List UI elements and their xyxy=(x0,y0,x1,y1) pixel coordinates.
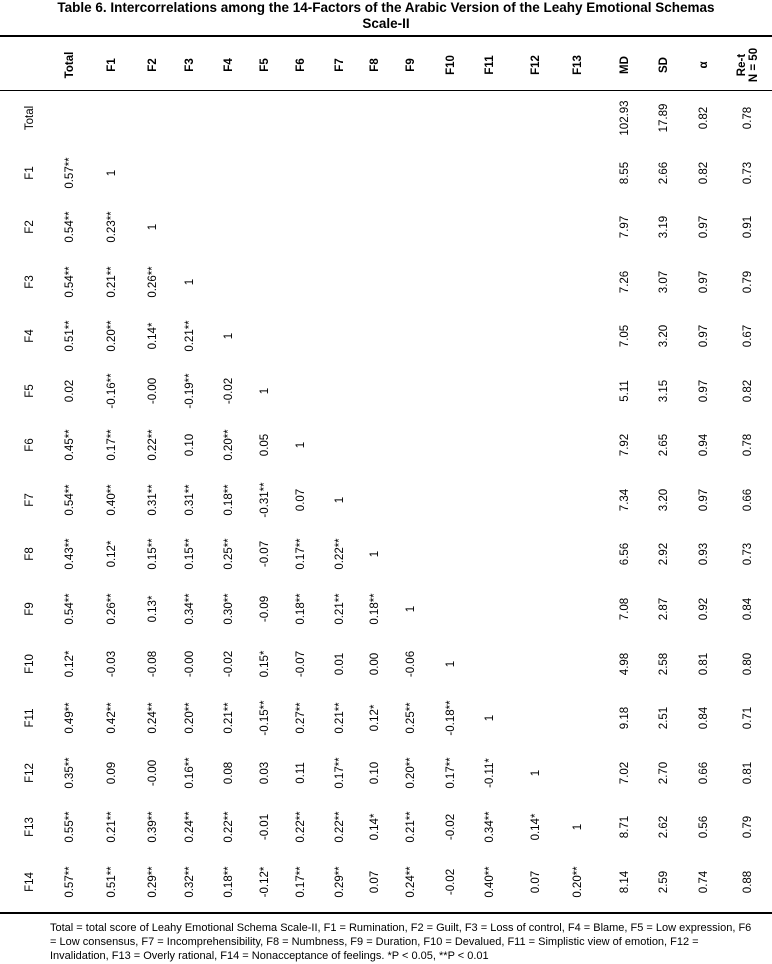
table-cell: 0.20** xyxy=(106,320,118,352)
table-cell: 7.97 xyxy=(619,215,631,239)
table-cell: 3.15 xyxy=(658,379,670,402)
column-header: F6 xyxy=(295,58,307,72)
table-cell: 2.87 xyxy=(658,597,670,621)
column-header-retest xyxy=(736,48,760,82)
table-cell: 0.71 xyxy=(742,706,754,730)
table-cell: 0.08 xyxy=(223,761,235,784)
column-header: F8 xyxy=(369,58,381,72)
column-header: MD xyxy=(619,56,631,74)
table-cell: 1 xyxy=(530,769,542,776)
table-cell: 17.89 xyxy=(658,103,670,133)
table-cell: 0.82 xyxy=(742,379,754,402)
table-cell: 0.14* xyxy=(369,813,381,841)
table-cell: 0.26** xyxy=(147,265,159,298)
table-cell: 0.66 xyxy=(698,761,710,784)
column-header-retest-line-1: Re-t xyxy=(736,53,748,77)
table-cell: 1 xyxy=(484,714,496,722)
table-cell: 5.11 xyxy=(619,379,631,402)
table-cell: 0.40** xyxy=(484,866,496,898)
table-cell: 0.20** xyxy=(572,866,584,898)
table-cell: -0.07 xyxy=(259,541,271,568)
table-cell: 0.17** xyxy=(106,429,118,461)
table-cell: 2.66 xyxy=(658,161,670,184)
table-cell: 0.78 xyxy=(742,106,754,130)
table-cell: 0.51** xyxy=(64,320,76,352)
table-cell: 0.17** xyxy=(334,756,346,789)
table-cell: 0.49** xyxy=(64,702,76,734)
table-cell: -0.00 xyxy=(147,759,159,786)
table-cell: -0.16** xyxy=(106,373,118,409)
table-cell: -0.15** xyxy=(259,700,271,736)
table-cell: 0.20** xyxy=(405,756,417,789)
table-cell: 3.20 xyxy=(658,324,670,348)
table-cell: 0.22** xyxy=(223,811,235,843)
table-cell: 2.92 xyxy=(658,543,670,566)
table-cell: 0.23** xyxy=(106,211,118,243)
table-cell: 1 xyxy=(295,442,307,449)
table-cell: 7.92 xyxy=(619,434,631,457)
table-cell: 2.70 xyxy=(658,761,670,784)
row-label: F1 xyxy=(24,165,36,180)
table-cell: 1 xyxy=(445,660,457,667)
table-cell: -0.00 xyxy=(147,377,159,404)
table-cell: 0.18** xyxy=(223,484,235,516)
table-cell: 0.16** xyxy=(184,756,196,789)
table-cell: 1 xyxy=(334,496,346,504)
table-cell: 0.22** xyxy=(334,538,346,571)
table-cell: 2.59 xyxy=(658,870,670,893)
table-cell: 0.12* xyxy=(106,540,118,568)
column-header: F9 xyxy=(405,58,417,72)
row-label: F12 xyxy=(24,762,36,783)
table-cell: 0.09 xyxy=(106,761,118,784)
bottom-rule xyxy=(0,912,772,914)
table-cell: 0.15** xyxy=(147,538,159,571)
row-label: F9 xyxy=(24,602,36,616)
table-cell: 0.26** xyxy=(106,593,118,625)
row-label: Total xyxy=(24,105,36,131)
table-cell: 0.02 xyxy=(64,379,76,402)
table-cell: 0.10 xyxy=(369,761,381,784)
table-cell: 0.43** xyxy=(64,538,76,571)
column-header: F5 xyxy=(259,58,271,72)
table-cell: -0.09 xyxy=(259,595,271,623)
table-cell: 0.67 xyxy=(742,324,754,348)
column-header: Total xyxy=(64,51,76,79)
table-title xyxy=(0,0,772,32)
column-header: SD xyxy=(658,57,670,73)
table-cell: 0.97 xyxy=(698,215,710,239)
table-cell: -0.18** xyxy=(445,700,457,736)
row-label: F5 xyxy=(24,384,36,398)
table-cell: 0.30** xyxy=(223,593,235,625)
table-cell: -0.02 xyxy=(445,814,457,841)
table-cell: 0.20** xyxy=(184,702,196,734)
table-cell: 102.93 xyxy=(619,100,631,136)
table-footnote: Total = total score of Leahy Emotional Schema Scale-II, F1 = Rumination, F2 = Guilt, F3 = Loss of control, F4 = Blame, F5 = Low expression, F6 = Low consensus, F7 = Incomprehensibility, F8 = Numbness, F9 = Duration, F10 = Devalued, F11 = Simplistic view of emotion, F12 = Invalidation, F13 = Overly rational, F14 = Nonacceptance of feelings. *P < 0.05, **P < 0.01 xyxy=(50,922,752,962)
row-label: F6 xyxy=(24,438,36,453)
row-label: F11 xyxy=(24,708,36,728)
table-cell: 7.02 xyxy=(619,761,631,784)
table-cell: 0.21** xyxy=(106,265,118,298)
table-cell: 0.24** xyxy=(147,702,159,734)
table-cell: 0.21** xyxy=(334,702,346,734)
table-cell: 7.08 xyxy=(619,597,631,621)
row-label: F13 xyxy=(24,817,36,838)
table-cell: 0.54** xyxy=(64,211,76,243)
table-cell: 0.24** xyxy=(405,866,417,898)
table-cell: 0.92 xyxy=(698,597,710,621)
table-cell: 0.10 xyxy=(184,434,196,457)
table-cell: 0.93 xyxy=(698,543,710,566)
table-cell: 0.97 xyxy=(698,324,710,348)
column-header: F2 xyxy=(147,58,159,72)
top-rule xyxy=(0,35,772,37)
table-cell: 0.17** xyxy=(295,866,307,898)
table-cell: -0.11* xyxy=(484,757,496,788)
table-cell: 0.31** xyxy=(184,484,196,516)
table-cell: 0.12* xyxy=(369,704,381,732)
table-cell: 0.84 xyxy=(742,597,754,621)
table-cell: 2.65 xyxy=(658,434,670,457)
table-cell: -0.08 xyxy=(147,650,159,677)
table-cell: 0.73 xyxy=(742,543,754,566)
table-cell: 0.21** xyxy=(334,593,346,625)
table-cell: 0.31** xyxy=(147,484,159,516)
table-cell: 0.82 xyxy=(698,161,710,184)
column-header-retest-line-2: N = 50 xyxy=(748,47,760,83)
row-label: F3 xyxy=(24,274,36,289)
table-cell: 0.54** xyxy=(64,593,76,625)
row-label: F8 xyxy=(24,547,36,562)
table-cell: 0.18** xyxy=(223,866,235,898)
table-cell: 7.05 xyxy=(619,324,631,348)
table-cell: 1 xyxy=(223,332,235,340)
table-cell: -0.07 xyxy=(295,650,307,677)
row-label: F7 xyxy=(24,493,36,507)
table-cell: 0.79 xyxy=(742,815,754,839)
table-cell: 0.13* xyxy=(147,595,159,623)
table-cell: 1 xyxy=(369,551,381,558)
table-cell: 0.80 xyxy=(742,652,754,675)
table-cell: 0.79 xyxy=(742,270,754,293)
table-cell: 0.54** xyxy=(64,265,76,298)
table-cell: 0.03 xyxy=(259,761,271,784)
table-cell: 0.34** xyxy=(184,593,196,625)
table-cell: 0.22** xyxy=(147,429,159,461)
table-cell: 0.32** xyxy=(184,866,196,898)
table-cell: 2.51 xyxy=(658,706,670,730)
table-cell: 0.27** xyxy=(295,702,307,734)
table-cell: 0.21** xyxy=(106,811,118,843)
table-cell: 0.42** xyxy=(106,702,118,734)
table-cell: 0.91 xyxy=(742,215,754,239)
table-cell: 0.14* xyxy=(530,813,542,841)
table-cell: 0.73 xyxy=(742,161,754,184)
row-label: F4 xyxy=(24,329,36,343)
table-cell: 1 xyxy=(184,278,196,285)
table-cell: 1 xyxy=(405,605,417,613)
table-cell: 8.14 xyxy=(619,870,631,893)
table-cell: 2.62 xyxy=(658,815,670,839)
table-cell: 0.35** xyxy=(64,756,76,789)
table-cell: 0.25** xyxy=(405,702,417,734)
table-cell: 0.54** xyxy=(64,484,76,516)
table-cell: 0.12* xyxy=(64,650,76,677)
table-cell: 8.55 xyxy=(619,161,631,184)
table-cell: 1 xyxy=(259,387,271,394)
table-cell: 0.11 xyxy=(295,761,307,784)
table-cell: 0.40** xyxy=(106,484,118,516)
table-cell: -0.06 xyxy=(405,650,417,677)
row-label: F14 xyxy=(24,871,36,892)
table-cell: -0.19** xyxy=(184,373,196,409)
table-cell: 0.17** xyxy=(445,756,457,789)
table-cell: 0.57** xyxy=(64,156,76,189)
table-cell: 3.20 xyxy=(658,488,670,512)
table-cell: 0.00 xyxy=(369,652,381,675)
table-cell: 0.51** xyxy=(106,866,118,898)
table-cell: 0.81 xyxy=(742,761,754,784)
table-cell: 9.18 xyxy=(619,706,631,730)
column-header: F7 xyxy=(334,58,346,72)
table-cell: 4.98 xyxy=(619,652,631,675)
table-cell: -0.02 xyxy=(223,650,235,677)
table-cell: -0.31** xyxy=(259,482,271,518)
table-cell: 0.20** xyxy=(223,429,235,461)
table-cell: 1 xyxy=(147,223,159,231)
column-header: F1 xyxy=(106,58,118,72)
table-cell: 0.45** xyxy=(64,429,76,461)
column-header: α xyxy=(698,61,710,69)
column-header: F12 xyxy=(530,55,542,75)
table-cell: 0.29** xyxy=(147,866,159,898)
table-cell: 7.34 xyxy=(619,488,631,512)
row-label: F10 xyxy=(24,653,36,674)
table-cell: 0.74 xyxy=(698,870,710,893)
table-cell: 0.17** xyxy=(295,538,307,571)
table-cell: 3.07 xyxy=(658,270,670,293)
table-cell: 0.57** xyxy=(64,866,76,898)
table-cell: 0.18** xyxy=(369,593,381,625)
table-cell: 0.55** xyxy=(64,811,76,843)
table-cell: 0.07 xyxy=(369,870,381,893)
column-header: F13 xyxy=(572,55,584,75)
table-cell: 0.21** xyxy=(405,811,417,843)
table-cell: 7.26 xyxy=(619,270,631,293)
table-cell: 0.22** xyxy=(295,811,307,843)
table-cell: 0.82 xyxy=(698,106,710,130)
table-cell: 0.07 xyxy=(530,870,542,893)
table-cell: -0.12* xyxy=(259,866,271,898)
table-cell: 0.05 xyxy=(259,434,271,457)
table-cell: 0.81 xyxy=(698,652,710,675)
table-cell: 0.18** xyxy=(295,593,307,625)
table-cell: 0.29** xyxy=(334,866,346,898)
table-cell: 8.71 xyxy=(619,815,631,839)
table-cell: 0.14* xyxy=(147,322,159,350)
table-cell: 0.22** xyxy=(334,811,346,843)
table-cell: -0.02 xyxy=(223,377,235,404)
table-cell: 0.56 xyxy=(698,815,710,839)
table-cell: 0.25** xyxy=(223,538,235,571)
table-cell: 0.34** xyxy=(484,811,496,843)
table-cell: 0.97 xyxy=(698,379,710,402)
table-title-line-1: Table 6. Intercorrelations among the 14-Factors of the Arabic Version of the Leahy Emotional Schemas xyxy=(57,0,715,15)
table-cell: 0.07 xyxy=(295,488,307,512)
column-header: F4 xyxy=(223,58,235,72)
table-cell: 0.24** xyxy=(184,811,196,843)
table-cell: 0.15* xyxy=(259,650,271,677)
table-cell: 0.88 xyxy=(742,870,754,893)
table-cell: 0.78 xyxy=(742,434,754,457)
table-cell: -0.02 xyxy=(445,868,457,895)
table-cell: 0.21** xyxy=(184,320,196,352)
column-header: F3 xyxy=(184,58,196,72)
table-cell: 0.01 xyxy=(334,652,346,675)
column-header: F10 xyxy=(445,55,457,75)
table-cell: 0.97 xyxy=(698,488,710,512)
table-cell: 0.15** xyxy=(184,538,196,571)
table-title-line-2: Scale-II xyxy=(362,16,410,31)
table-cell: 6.56 xyxy=(619,543,631,566)
table-cell: 3.19 xyxy=(658,215,670,239)
column-header: F11 xyxy=(484,55,496,75)
row-label: F2 xyxy=(24,220,36,234)
table-cell: 0.66 xyxy=(742,488,754,512)
table-cell: -0.00 xyxy=(184,650,196,677)
header-rule xyxy=(0,90,772,91)
table-cell: -0.01 xyxy=(259,814,271,841)
table-cell: 2.58 xyxy=(658,652,670,675)
table-cell: 0.94 xyxy=(698,434,710,457)
table-cell: 0.21** xyxy=(223,702,235,734)
table-cell: 1 xyxy=(106,169,118,176)
table-cell: 0.39** xyxy=(147,811,159,843)
table-cell: 1 xyxy=(572,823,584,831)
table-cell: -0.03 xyxy=(106,650,118,677)
table-cell: 0.97 xyxy=(698,270,710,293)
table-cell: 0.84 xyxy=(698,706,710,730)
